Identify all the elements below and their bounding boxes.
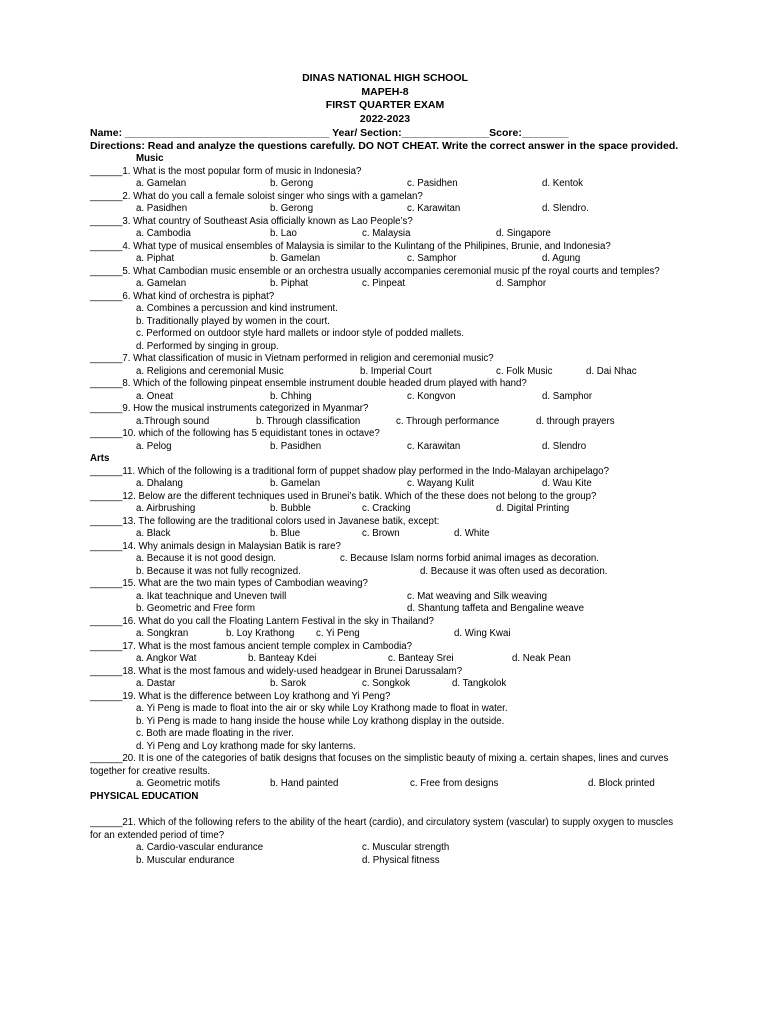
option: d. Physical fitness xyxy=(362,854,440,866)
question-4: ______4. What type of musical ensembles of Malaysia is similar to the Kulintang of the Philipines, Brunie, and Indonesia? xyxy=(90,240,611,252)
option: a. Geometric motifs xyxy=(136,778,220,789)
option: b. Traditionally played by women in the court. xyxy=(136,315,330,327)
option: a. Cardio-vascular endurance xyxy=(136,842,264,853)
option: d. Performed by singing in group. xyxy=(136,340,279,352)
options-4 xyxy=(90,253,680,266)
section-pe: PHYSICAL EDUCATION xyxy=(90,790,199,802)
option: d. Slendro xyxy=(542,440,587,452)
options-3 xyxy=(90,228,680,241)
option: d. through prayers xyxy=(536,415,615,427)
option: b. Muscular endurance xyxy=(136,854,235,866)
options-12 xyxy=(90,503,680,516)
directions: Directions: Read and analyze the questions carefully. DO NOT CHEAT. Write the correct answer in the space provided. xyxy=(90,140,679,152)
question-6: ______6. What kind of orchestra is piphat? xyxy=(90,290,275,302)
option: b. Piphat xyxy=(270,278,309,289)
options-21-row1 xyxy=(90,842,680,855)
option: c. Pasidhen xyxy=(407,178,458,189)
option: b. Gerong xyxy=(270,203,314,214)
option: c. Folk Music xyxy=(496,365,553,377)
question-1: ______1. What is the most popular form of music in Indonesia? xyxy=(90,165,362,177)
question-17: ______17. What is the most famous ancient temple complex in Cambodia? xyxy=(90,640,413,652)
option: b. Banteay Kdei xyxy=(248,653,317,664)
option: a. Airbrushing xyxy=(136,503,196,514)
option: c. Kongvon xyxy=(407,390,456,402)
option: d. Tangkolok xyxy=(452,678,507,689)
options-16 xyxy=(90,628,680,641)
subject-title: MAPEH-8 xyxy=(361,85,409,98)
option: d. Shantung taffeta and Bengaline weave xyxy=(407,603,585,614)
options-10 xyxy=(90,441,680,454)
option: c. Brown xyxy=(362,528,400,539)
option: a. Black xyxy=(136,528,171,539)
options-18 xyxy=(90,678,680,691)
exam-title: FIRST QUARTER EXAM xyxy=(325,99,445,111)
option: d. Singapore xyxy=(496,228,551,239)
option: a. Pelog xyxy=(136,440,172,452)
spacer xyxy=(90,803,680,817)
option: d. Samphor xyxy=(542,390,593,402)
option: a. Piphat xyxy=(136,253,175,264)
option: a. Gamelan xyxy=(136,178,187,189)
school-year: 2022-2023 xyxy=(359,112,411,125)
options-17 xyxy=(90,653,680,666)
options-15-row1 xyxy=(90,591,680,604)
option: d. Because it was often used as decoration. xyxy=(420,565,608,577)
option: d. Yi Peng and Loy krathong made for sky lanterns. xyxy=(136,740,356,752)
option: c. Banteay Srei xyxy=(388,653,454,664)
question-7: ______7. What classification of music in Vietnam performed in religion and ceremonial music? xyxy=(90,353,494,364)
question-8: ______8. Which of the following pinpeat ensemble instrument double headed drum played with hand? xyxy=(90,378,527,389)
options-1 xyxy=(90,178,680,191)
option: b. Geometric and Free form xyxy=(136,603,255,614)
option: b. Gerong xyxy=(270,178,314,189)
options-9 xyxy=(90,416,680,429)
option: c. Pinpeat xyxy=(362,278,406,289)
question-19: ______19. What is the difference between Loy krathong and Yi Peng? xyxy=(90,690,391,702)
option: b. Bubble xyxy=(270,503,311,514)
option: a. Angkor Wat xyxy=(136,653,197,664)
options-13 xyxy=(90,528,680,541)
option: c. Both are made floating in the river. xyxy=(136,728,294,739)
option: a. Ikat teachnique and Uneven twill xyxy=(136,590,287,602)
section-arts: Arts xyxy=(90,453,110,464)
option: d. Wau Kite xyxy=(542,478,592,489)
question-15: ______15. What are the two main types of Cambodian weaving? xyxy=(90,578,368,589)
option: b. Gamelan xyxy=(270,478,321,489)
option: c. Through performance xyxy=(396,415,500,427)
exam-sheet xyxy=(90,72,680,867)
question-13: ______13. The following are the traditional colors used in Javanese batik, except: xyxy=(90,515,440,527)
option: a. Because it is not good design. xyxy=(136,553,277,564)
option: a. Pasidhen xyxy=(136,203,188,214)
option: c. Mat weaving and Silk weaving xyxy=(407,590,548,602)
question-5: ______5. What Cambodian music ensemble or an orchestra usually accompanies ceremonial music pf the royal courts and temples? xyxy=(90,265,660,277)
option: a. Songkran xyxy=(136,628,189,639)
option: c. Because Islam norms forbid animal images as decoration. xyxy=(340,553,599,564)
question-2: ______2. What do you call a female soloist singer who sings with a gamelan? xyxy=(90,190,423,202)
option: d. Slendro. xyxy=(542,203,589,214)
question-16: ______16. What do you call the Floating Lantern Festival in the sky in Thailand? xyxy=(90,615,434,627)
exam-header xyxy=(90,72,680,126)
options-14-row1 xyxy=(90,553,680,566)
option: c. Malaysia xyxy=(362,228,411,239)
options-21-row2 xyxy=(90,855,680,868)
question-12: ______12. Below are the different techniques used in Brunei’s batik. Which of the these does not belong to the group? xyxy=(90,490,597,502)
option: d. Agung xyxy=(542,253,581,264)
option: b. Through classification xyxy=(256,415,361,427)
options-8 xyxy=(90,391,680,404)
option: c. Yi Peng xyxy=(316,628,360,639)
option: a. Gamelan xyxy=(136,278,187,289)
option: b. Hand painted xyxy=(270,778,339,789)
option: c. Songkok xyxy=(362,678,410,689)
option: b. Imperial Court xyxy=(360,365,432,377)
option: d. Digital Printing xyxy=(496,503,570,514)
option: a. Combines a percussion and kind instrument. xyxy=(136,303,338,314)
options-2 xyxy=(90,203,680,216)
options-20 xyxy=(90,778,680,791)
question-10: ______10. which of the following has 5 equidistant tones in octave? xyxy=(90,428,380,439)
question-20: ______20. It is one of the categories of batik designs that focuses on the simplistic beauty of mixing a. certain shapes, lines and curves together for creative results. xyxy=(90,753,669,777)
option: a. Dastar xyxy=(136,678,176,689)
option: b. Sarok xyxy=(270,678,307,689)
option: b. Blue xyxy=(270,528,301,539)
option: c. Karawitan xyxy=(407,440,461,452)
option: d. Dai Nhac xyxy=(586,365,637,377)
options-14-row2 xyxy=(90,566,680,579)
option: a. Oneat xyxy=(136,390,174,402)
school-name: DINAS NATIONAL HIGH SCHOOL xyxy=(302,72,468,84)
options-5 xyxy=(90,278,680,291)
option: b. Because it was not fully recognized. xyxy=(136,565,301,577)
section-music: Music xyxy=(136,153,164,164)
option: d. White xyxy=(454,528,490,539)
option: d. Block printed xyxy=(588,778,655,789)
option: b. Pasidhen xyxy=(270,440,322,452)
option: c. Karawitan xyxy=(407,203,461,214)
option: a. Dhalang xyxy=(136,478,183,489)
option: b. Gamelan xyxy=(270,253,321,264)
option: a. Religions and ceremonial Music xyxy=(136,365,284,377)
option: c. Performed on outdoor style hard mallets or indoor style of podded mallets. xyxy=(136,328,464,339)
option: d. Kentok xyxy=(542,178,583,189)
option: c. Wayang Kulit xyxy=(407,478,474,489)
option: a.Through sound xyxy=(136,415,210,427)
option: d. Samphor xyxy=(496,278,547,289)
options-11 xyxy=(90,478,680,491)
option: c. Cracking xyxy=(362,503,411,514)
question-3: ______3. What country of Southeast Asia officially known as Lao People’s? xyxy=(90,215,413,227)
option: b. Loy Krathong xyxy=(226,628,295,639)
option: b. Chhing xyxy=(270,390,312,402)
option: b. Lao xyxy=(270,228,297,239)
option: a. Cambodia xyxy=(136,228,191,239)
options-15-row2 xyxy=(90,603,680,616)
option: d. Wing Kwai xyxy=(454,628,511,639)
option: c. Muscular strength xyxy=(362,842,450,853)
question-14: ______14. Why animals design in Malaysian Batik is rare? xyxy=(90,540,341,552)
option: c. Free from designs xyxy=(410,778,499,789)
question-11: ______11. Which of the following is a traditional form of puppet shadow play performed in the Indo-Malayan archipelago? xyxy=(90,465,609,477)
question-21: ______21. Which of the following refers to the ability of the heart (cardio), and circulatory system (vascular) to supply oxygen to muscles for an extended period of time? xyxy=(90,817,674,841)
option: d. Neak Pean xyxy=(512,653,571,664)
question-18: ______18. What is the most famous and widely-used headgear in Brunei Darussalam? xyxy=(90,665,463,677)
option: a. Yi Peng is made to float into the air or sky while Loy Krathong made to float in water. xyxy=(136,703,508,714)
question-9: ______9. How the musical instruments categorized in Myanmar? xyxy=(90,403,369,414)
option: b. Yi Peng is made to hang inside the house while Loy krathong display in the outside. xyxy=(136,715,505,727)
option: c. Samphor xyxy=(407,253,457,264)
options-7 xyxy=(90,366,680,379)
name-line: Name: ___________________________________ Year/ Section:_______________Score:________ xyxy=(90,127,569,139)
